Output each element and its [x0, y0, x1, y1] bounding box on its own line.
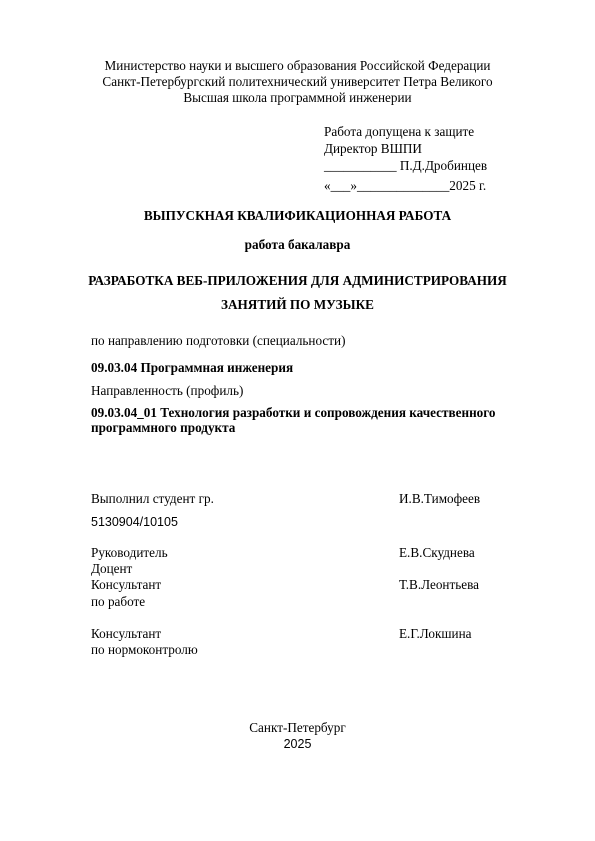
consultant-name: Т.В.Леонтьева: [399, 577, 480, 592]
school-line: Высшая школа программной инженерии: [183, 90, 412, 105]
supervisor-title: Доцент: [91, 561, 133, 576]
university-line: Санкт-Петербургский политехнический университет Петра Великого: [102, 74, 493, 89]
approval-admitted: Работа допущена к защите: [324, 124, 475, 139]
profile-value-line-1: 09.03.04_01 Технология разработки и сопровождения качественного: [91, 405, 496, 420]
approval-signature: ___________ П.Д.Дробинцев: [324, 158, 488, 173]
supervisor-name: Е.В.Скуднева: [399, 545, 475, 560]
norm-consultant-label: Консультант: [91, 626, 162, 641]
direction-value: 09.03.04 Программная инженерия: [91, 360, 294, 375]
footer-year: 2025: [283, 737, 312, 751]
norm-consultant-sub: по нормоконтролю: [91, 642, 198, 657]
footer-city: Санкт-Петербург: [249, 720, 346, 735]
degree-title: работа бакалавра: [244, 237, 351, 252]
profile-label: Направленность (профиль): [91, 383, 244, 398]
direction-label: по направлению подготовки (специальности): [91, 333, 346, 348]
topic-line-1: РАЗРАБОТКА ВЕБ-ПРИЛОЖЕНИЯ ДЛЯ АДМИНИСТРИРОВАНИЯ: [88, 273, 507, 288]
student-label: Выполнил студент гр.: [91, 491, 214, 506]
work-type-title: ВЫПУСКНАЯ КВАЛИФИКАЦИОННАЯ РАБОТА: [143, 208, 452, 223]
approval-date: «___»______________2025 г.: [324, 178, 487, 193]
topic-line-2: ЗАНЯТИЙ ПО МУЗЫКЕ: [221, 297, 374, 312]
approval-director: Директор ВШПИ: [324, 141, 422, 156]
norm-consultant-name: Е.Г.Локшина: [399, 626, 472, 641]
student-group: 5130904/10105: [91, 515, 178, 529]
profile-value-line-2: программного продукта: [91, 420, 236, 435]
student-name: И.В.Тимофеев: [399, 491, 481, 506]
consultant-sub: по работе: [91, 594, 146, 609]
ministry-line: Министерство науки и высшего образования Российской Федерации: [104, 58, 491, 73]
supervisor-label: Руководитель: [91, 545, 168, 560]
consultant-label: Консультант: [91, 577, 162, 592]
